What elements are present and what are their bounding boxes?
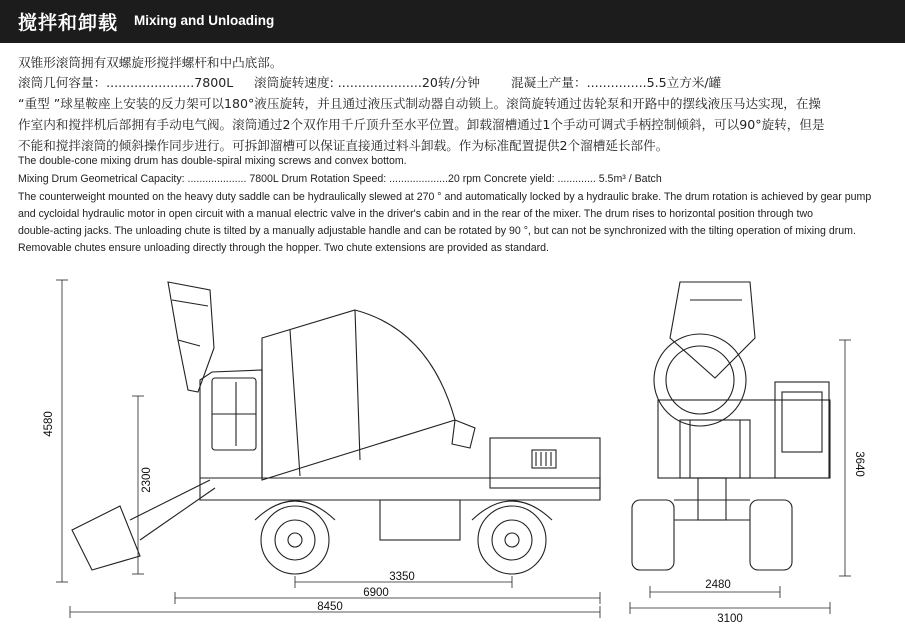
dim-drum-height: 2300	[141, 467, 153, 493]
rear-cabin	[775, 382, 829, 478]
dim-body-length: 6900	[363, 587, 389, 599]
en-line-1: The double-cone mixing drum has double-spiral mixing screws and convex bottom.	[18, 155, 407, 167]
dim-total-height: 4580	[43, 411, 55, 437]
zh-line-4: 作室内和搅拌机后部拥有手动电气阀。滚筒通过2个双作用千斤顶升至水平位置。卸载溜槽通过1个手动可调式手柄控制倾斜，可以90°旋转，但是	[18, 117, 825, 132]
zh-spec-yield: 混凝土产量：...............5.5立方米/罐	[511, 75, 722, 90]
zh-line-1: 双锥形滚筒拥有双螺旋形搅拌螺杆和中凸底部。	[18, 55, 283, 70]
title-en: Mixing and Unloading	[134, 13, 275, 28]
dim-total-length: 8450	[317, 601, 343, 613]
dim-rear-height: 3640	[853, 451, 865, 477]
en-line-3: The counterweight mounted on the heavy duty saddle can be hydraulically slewed at 270 ° and automatically locked by a hydraulic brake. The drum rotation is achieved by gear pump	[18, 191, 872, 203]
dim-wheelbase: 3350	[389, 571, 415, 583]
rear-tire-left	[632, 500, 674, 570]
zh-spec-capacity: 滚筒几何容量：......................7800L	[18, 75, 234, 90]
rear-tire-right	[750, 500, 792, 570]
zh-line-5: 不能和搅拌滚筒的倾斜操作同步进行。可拆卸溜槽可以保证直接通过料斗卸载。作为标准配置提供2个溜槽延长部件。	[18, 138, 669, 153]
dim-track-width: 2480	[705, 579, 731, 591]
dim-total-width: 3100	[717, 613, 743, 625]
en-line-2: Mixing Drum Geometrical Capacity: .................... 7800L Drum Rotation Speed: ....................20 rpm Concrete yield: ............. 5.5m³ / Batch	[18, 173, 662, 185]
loading-shovel	[72, 506, 140, 570]
rear-wheel	[478, 506, 546, 574]
title-zh: 搅拌和卸载	[18, 12, 119, 34]
rear-view-truck	[632, 282, 830, 570]
side-dimensions	[56, 280, 600, 618]
cab	[200, 370, 262, 478]
mixer-drum	[262, 310, 455, 480]
en-line-5: double-acting jacks. The unloading chute is tilted by a manually adjustable handle and can be rotated by 90 °, but can not be synchronized with the tilting operation of mixing drum.	[18, 225, 856, 237]
en-line-6: Removable chutes ensure unloading directly through the hopper. Two chute extensions are provided as standard.	[18, 242, 550, 254]
side-view-truck	[72, 282, 600, 574]
rear-drum	[654, 334, 746, 426]
rear-body-frame	[658, 400, 830, 478]
zh-spec-rotation: 滚筒旋转速度: .....................20转/分钟	[254, 75, 480, 90]
front-wheel	[261, 506, 329, 574]
en-line-4: and cycloidal hydraulic motor in open circuit with a manual electric valve in the driver's cabin and in the rear of the mixer. The drum rises to horizontal position through two	[18, 208, 813, 220]
chassis	[200, 478, 600, 500]
rear-chute	[670, 282, 755, 378]
zh-line-3: “重型 ”球星鞍座上安装的反力架可以180°液压旋转，并且通过液压式制动器自动锁上。滚筒旋转通过齿轮泵和开路中的摆线液压马达实现，在操	[18, 96, 822, 111]
rear-body	[490, 438, 600, 488]
